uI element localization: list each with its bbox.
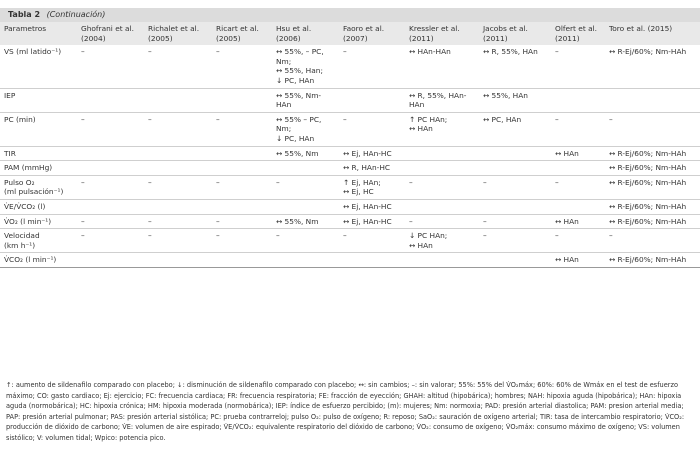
table-row: [0, 175, 700, 199]
table-cell: [551, 88, 605, 112]
table-cell: ↔ R, 55%, HAn: [483, 47, 538, 57]
table-cell: [212, 146, 272, 161]
table-cell: [212, 161, 272, 176]
table-cell: [77, 161, 144, 176]
table-cell: –: [148, 114, 152, 124]
column-header: Hsu et al. (2006): [276, 24, 312, 43]
table-cell: –: [81, 216, 85, 226]
column-header: Richalet et al. (2005): [148, 24, 200, 43]
table-cell: [272, 161, 339, 176]
table-cell: –: [555, 114, 559, 124]
table-cell: ↔ R, HAn-HC: [343, 163, 391, 173]
table-cell: [479, 146, 551, 161]
table-cell: –: [343, 231, 347, 241]
table-cell: [212, 88, 272, 112]
table-header-row: [0, 22, 700, 45]
table-cell: ↔ 55%, – PC, Nm; ↔ 55%, Han; ↓ PC, HAn: [276, 47, 324, 85]
table-cell: –: [216, 47, 220, 57]
table-cell: [77, 253, 144, 268]
table-row: [0, 112, 700, 146]
table-cell: [77, 146, 144, 161]
table-cell: ↔ HAn: [555, 148, 579, 158]
table-cell: [405, 253, 479, 268]
table-cell: –: [483, 216, 487, 226]
table-cell: ↔ HAn-HAn: [409, 47, 451, 57]
table-cell: [479, 199, 551, 214]
table-cell: [144, 253, 212, 268]
table-cell: [144, 161, 212, 176]
table-cell: [405, 146, 479, 161]
table-cell: ↔ R-Ej/60%; Nm-HAh: [609, 163, 687, 173]
table-row: [0, 229, 700, 253]
table-cell: [212, 253, 272, 268]
table-cell: [144, 146, 212, 161]
table-cell: –: [483, 177, 487, 187]
table-row: [0, 199, 700, 214]
table-row: [0, 161, 700, 176]
column-header: Ricart et al. (2005): [216, 24, 259, 43]
column-header: Jacobs et al. (2011): [483, 24, 528, 43]
table-row: [0, 88, 700, 112]
table-cell: ↔ Ej, HAn-HC: [343, 201, 392, 211]
table-cell: ↔ HAn: [555, 216, 579, 226]
table-cell: –: [216, 114, 220, 124]
table-cell: ↔ 55%, Nm: [276, 216, 319, 226]
table-cell: [339, 88, 405, 112]
parameter-cell: V̇O₂ (l min⁻¹): [4, 216, 52, 226]
table-cell: [405, 199, 479, 214]
table-cell: –: [555, 177, 559, 187]
parameter-cell: PC (min): [4, 114, 36, 124]
column-header: Parametros: [4, 24, 47, 33]
table-cell: [479, 161, 551, 176]
table-cell: [212, 199, 272, 214]
parameter-cell: Velocidad (km h⁻¹): [4, 231, 40, 250]
table-row: [0, 253, 700, 268]
table-cell: –: [343, 47, 347, 57]
table-cell: ↔ Ej, HAn-HC: [343, 216, 392, 226]
table-cell: –: [216, 216, 220, 226]
table-cell: [551, 199, 605, 214]
table-cell: [605, 88, 700, 112]
table-cell: –: [148, 177, 152, 187]
table-continuation: (Continuación): [46, 10, 106, 19]
table-cell: –: [276, 231, 280, 241]
table-cell: ↔ R-Ej/60%; Nm-HAh: [609, 255, 687, 265]
table-row: [0, 146, 700, 161]
table-label: Tabla 2: [8, 10, 41, 19]
parameter-cell: V̇E/V̇CO₂ (l): [4, 201, 46, 211]
column-header: Olfert et al. (2011): [555, 24, 598, 43]
table-cell: –: [343, 114, 347, 124]
table-footnote: ↑: aumento de sildenafilo comparado con placebo; ↓: disminución de sildenafilo comparado con placebo; ↔: sin cambios; –: sin valorar; 55%: 55% del V̇O₂máx; 60%: 60% de Wmáx en el test de esfuerzo máximo; CO: gasto cardiaco; Ej: ejercicio; FC: frecuencia cardiaca; FR: frecuencia respiratoria; FE: fracción de eyección; GHAH: altitud (hipobárica); hombres; NAH: hipoxia aguda (hipobárica); HAn: hipoxia aguda (normobárica); HC: hipoxia crónica; HM: hipoxia moderada (normobárica); IEP: índice de esfuerzo percibido; (m): mujeres; Nm: normoxia; PAD: presión arterial diastolica; PAM: presion arterial media; PAP: presión arterial pulmonar; PAS: presión arterial sistólica; PC: prueba contrarreloj; pulso O₂: pulso de oxígeno; R: reposo; SaO₂: sauración de oxígeno arterial; TIR: tasa de intercambio respiratorio; V̇CO₂: producción de dióxido de carbono; V̇E: volumen de aire espirado; V̇E/V̇CO₂: equivalente respiratorio del dióxido de carbono; V̇O₂: consumo de oxígeno; V̇O₂máx: consumo máximo de oxígeno; VS: volumen sistólico; V: volumen tidal; Wpico: potencia pico.: [6, 381, 685, 442]
table-cell: –: [555, 231, 559, 241]
table-cell: –: [81, 231, 85, 241]
table-cell: ↔ 55%, HAn: [483, 90, 528, 100]
table-cell: –: [483, 231, 487, 241]
table-cell: –: [609, 231, 613, 241]
table-cell: –: [81, 47, 85, 57]
table-cell: ↓ PC HAn; ↔ HAn: [409, 231, 448, 250]
table-cell: –: [148, 216, 152, 226]
table-cell: –: [148, 231, 152, 241]
table-cell: ↔ PC, HAn: [483, 114, 522, 124]
results-table: [0, 22, 700, 268]
table-cell: [551, 161, 605, 176]
table-cell: ↔ R-Ej/60%; Nm-HAh: [609, 148, 687, 158]
table-cell: ↔ R, 55%, HAn-HAn: [409, 90, 467, 110]
parameter-cell: PAM (mmHg): [4, 163, 53, 173]
table-cell: ↔ R-Ej/60%; Nm-HAh: [609, 216, 687, 226]
table-cell: [272, 199, 339, 214]
table-cell: [77, 199, 144, 214]
parameter-cell: TIR: [4, 148, 16, 158]
table-cell: –: [609, 114, 613, 124]
table-cell: [144, 88, 212, 112]
table-cell: –: [409, 216, 413, 226]
table-cell: [272, 253, 339, 268]
parameter-cell: Pulso O₂ (ml pulsación⁻¹): [4, 177, 64, 197]
table-row: [0, 45, 700, 88]
table-cell: ↔ R-Ej/60%; Nm-HAh: [609, 201, 687, 211]
table-cell: ↑ PC HAn; ↔ HAn: [409, 114, 448, 134]
table-cell: –: [216, 231, 220, 241]
table-cell: ↔ HAn: [555, 255, 579, 265]
table-cell: ↔ R-Ej/60%; Nm-HAh: [609, 177, 687, 187]
table-cell: –: [216, 177, 220, 187]
column-header: Kressler et al. (2011): [409, 24, 460, 43]
column-header: Ghofrani et al. (2004): [81, 24, 134, 43]
parameter-cell: V̇CO₂ (l min⁻¹): [4, 255, 57, 265]
table-cell: [77, 88, 144, 112]
table-row: [0, 214, 700, 229]
table-cell: [405, 161, 479, 176]
table-cell: –: [276, 177, 280, 187]
table-cell: –: [81, 114, 85, 124]
table-cell: ↔ 55% – PC, Nm; ↓ PC, HAn: [276, 114, 322, 143]
column-header: Toro et al. (2015): [609, 24, 673, 33]
table-cell: ↔ 55%, Nm-HAn: [276, 90, 322, 110]
table-cell: [339, 253, 405, 268]
table-caption: [0, 8, 700, 22]
table-cell: –: [81, 177, 85, 187]
table-cell: ↑ Ej, HAn; ↔ Ej, HC: [343, 177, 381, 197]
table-cell: ↔ R-Ej/60%; Nm-HAh: [609, 47, 687, 57]
table-cell: –: [409, 177, 413, 187]
parameter-cell: VS (ml latido⁻¹): [4, 47, 62, 57]
parameter-cell: IEP: [4, 90, 16, 100]
table-cell: [144, 199, 212, 214]
table-cell: [479, 253, 551, 268]
table-cell: –: [148, 47, 152, 57]
column-header: Faoro et al. (2007): [343, 24, 385, 43]
table-cell: –: [555, 47, 559, 57]
table-cell: ↔ 55%, Nm: [276, 148, 319, 158]
table-body: [0, 45, 700, 267]
table-cell: ↔ Ej, HAn-HC: [343, 148, 392, 158]
